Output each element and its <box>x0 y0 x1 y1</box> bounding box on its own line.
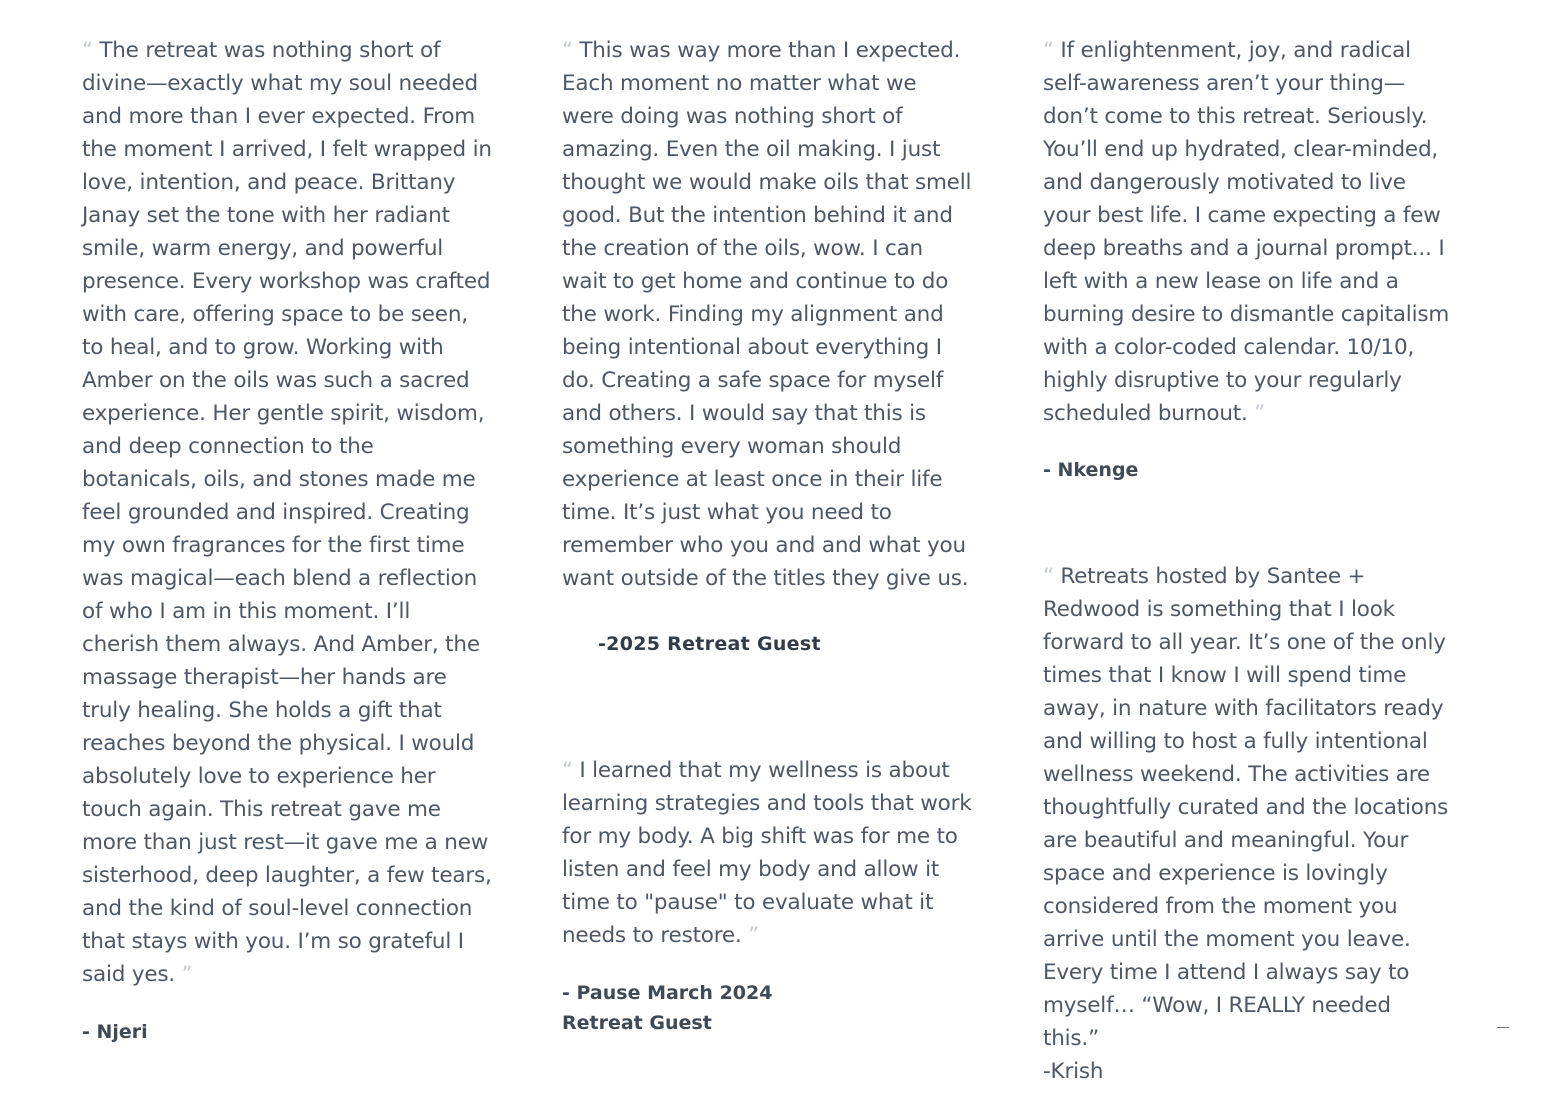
testimonial-quote-pause-guest <box>562 754 972 952</box>
open-quote-mark: “ <box>562 758 573 782</box>
testimonial-text: The retreat was nothing short of divine—exactly what my soul needed and more than I ever expected. From the moment I arrived, I felt wrapped in love, intention, and peace. Brittany Janay set the tone with her radiant smile, warm energy, and powerful presence. Every workshop was crafted with care, offering space to be seen, to heal, and to grow. Working with Amber on the oils was such a sacred experience. Her gentle spirit, wisdom, and deep connection to the botanicals, oils, and stones made me feel grounded and inspired. Creating my own fragrances for the first time was magical—each blend a reflection of who I am in this moment. I’ll cherish them always. And Amber, the massage therapist—her hands are truly healing. She holds a gift that reaches beyond the physical. I would absolutely love to experience her touch again. This retreat gave me more than just rest—it gave me a new sisterhood, deep laughter, a few tears, and the kind of soul-level connection that stays with you. I’m so grateful I said yes. <box>82 38 492 987</box>
close-quote-mark: ” <box>181 962 193 986</box>
testimonial-text: If enlightenment, joy, and radical self-awareness aren’t your thing—don’t come to this retreat. Seriously. You’ll end up hydrated, clear-minded, and dangerously motivated to live your best life. I came expecting a few deep breaths and a journal prompt... I left with a new lease on life and a burning desire to dismantle capitalism with a color-coded calendar. 10/10, highly disruptive to your regularly scheduled burnout. <box>1043 38 1450 426</box>
testimonial-text: I learned that my wellness is about learning strategies and tools that work for my body. A big shift was for me to listen and feel my body and allow it time to "pause" to evaluate what it needs to restore. <box>562 758 972 948</box>
divider-dash <box>1497 1027 1509 1028</box>
testimonial-text: This was way more than I expected. Each moment no matter what we were doing was nothing short of amazing. Even the oil making. I just thought we would make oils that smell good. But the intention behind it and the creation of the oils, wow. I can wait to get home and continue to do the work. Finding my alignment and being intentional about everything I do. Creating a safe space for myself and others. I would say that this is something every woman should experience at least once in their life time. It’s just what you need to remember who you and and what you want outside of the titles they give us. <box>562 38 972 591</box>
testimonial-quote-2025-guest <box>562 34 972 595</box>
open-quote-mark: “ <box>562 38 573 62</box>
testimonial-author: - Pause March 2024 Retreat Guest <box>562 982 773 1034</box>
testimonial-column-1 <box>82 34 492 1047</box>
testimonial-quote-nkenge <box>1043 34 1453 430</box>
testimonial-author: -Krish <box>1043 1059 1104 1084</box>
testimonial-column-2 <box>562 34 972 1038</box>
close-quote-mark: ” <box>748 923 759 947</box>
testimonial-text: Retreats hosted by Santee + Redwood is something that I look forward to all year. It’s one of the only times that I know I will spend time away, in nature with facilitators ready and willing to host a fully intentional wellness weekend. The activities are thoughtfully curated and the locations are beautiful and meaningful. Your space and experience is lovingly considered from the moment you arrive until the moment you leave. Every time I attend I always say to myself… “Wow, I REALLY needed this.” <box>1043 564 1449 1051</box>
testimonial-column-3 <box>1043 34 1453 1088</box>
testimonial-author: -2025 Retreat Guest <box>598 633 821 655</box>
open-quote-mark: “ <box>1043 564 1054 588</box>
close-quote-mark: ” <box>1254 401 1265 425</box>
open-quote-mark: “ <box>82 38 93 62</box>
testimonial-author: - Nkenge <box>1043 459 1139 481</box>
testimonial-quote-njeri <box>82 34 492 991</box>
testimonial-quote-krish <box>1043 560 1453 1055</box>
open-quote-mark: “ <box>1043 38 1054 62</box>
testimonial-author: - Njeri <box>82 1021 148 1043</box>
